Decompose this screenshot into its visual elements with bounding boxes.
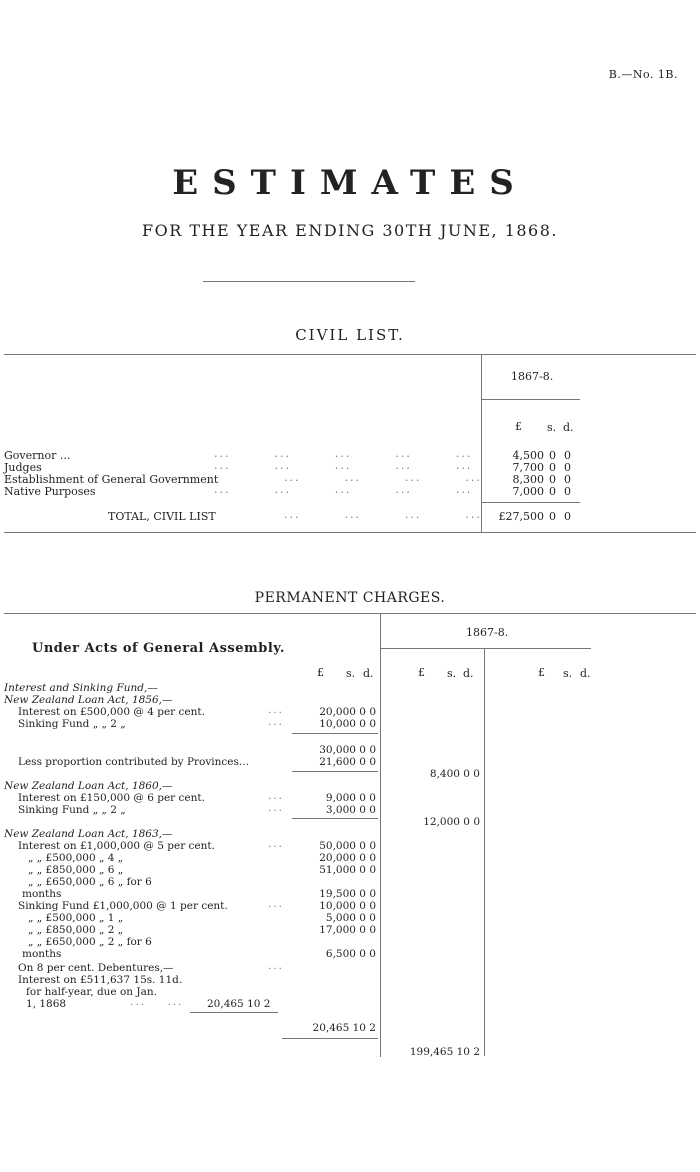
line-text: „ „ £850,000 „ 2 „	[28, 924, 124, 936]
col3-pounds-header: £	[538, 666, 545, 679]
leader-dots: ...	[268, 704, 285, 716]
row-pence: 0	[564, 449, 571, 462]
col2-value: 8,400 0 0	[429, 768, 480, 780]
civil-list-shillings-header: s.	[547, 421, 557, 434]
line-act-1860: New Zealand Loan Act, 1860,—	[4, 780, 173, 792]
line-act-1856: New Zealand Loan Act, 1856,—	[4, 694, 173, 706]
line-text: Sinking Fund £1,000,000 @ 1 per cent.	[18, 900, 228, 912]
col2-pence-header: d.	[463, 667, 474, 680]
row-shillings: 0	[549, 473, 556, 486]
col1-subtotal-rule	[292, 771, 378, 772]
leader-dots: ...	[268, 898, 285, 910]
leader-dots: ...	[268, 838, 285, 850]
row-pence: 0	[564, 473, 571, 486]
col1-value: 20,000 0 0	[319, 706, 376, 718]
row-pounds: 7,000	[512, 485, 544, 498]
leader-dots: ... ...	[130, 996, 184, 1008]
line-text: Interest on £511,637 15s. 11d.	[18, 974, 183, 986]
line-text: Sinking Fund „ „ 2 „	[18, 804, 126, 816]
col2-pounds-header: £	[418, 666, 425, 679]
line-text: Interest on £1,000,000 @ 5 per cent.	[18, 840, 215, 852]
line-text: Sinking Fund „ „ 2 „	[18, 718, 126, 730]
line-text: months	[22, 948, 62, 960]
col1-value: 6,500 0 0	[325, 948, 376, 960]
permanent-top-rule	[4, 613, 696, 614]
col1-value: 10,000 0 0	[319, 900, 376, 912]
permanent-column-divider	[380, 613, 381, 1057]
col1-value: 5,000 0 0	[325, 912, 376, 924]
col1-total-rule	[282, 1038, 378, 1039]
leader-dots: ...	[268, 716, 285, 728]
page-subtitle: FOR THE YEAR ENDING 30TH JUNE, 1868.	[142, 221, 558, 240]
line-text: „ „ £850,000 „ 6 „	[28, 864, 124, 876]
line-text: Interest on £500,000 @ 4 per cent.	[18, 706, 205, 718]
col1-subtotal-rule	[292, 733, 378, 734]
row-pence: 0	[564, 485, 571, 498]
civil-list-total-shillings: 0	[549, 510, 556, 523]
leader-dots: ... ... ... ...	[284, 471, 482, 484]
line-text: On 8 per cent. Debentures,—	[18, 962, 174, 974]
col1-value: 9,000 0 0	[325, 792, 376, 804]
col1-value: 10,000 0 0	[319, 718, 376, 730]
document-reference: B.—No. 1B.	[608, 68, 678, 81]
civil-list-pence-header: d.	[563, 421, 574, 434]
row-label: Establishment of General Government	[4, 473, 219, 486]
permanent-year-rule	[381, 648, 591, 649]
row-pounds: 7,700	[512, 461, 544, 474]
permanent-column-divider-2	[484, 648, 485, 1056]
col2-value: 12,000 0 0	[423, 816, 480, 828]
col1-value: 30,000 0 0	[319, 744, 376, 756]
civil-list-total-pence: 0	[564, 510, 571, 523]
civil-list-total-pounds: £27,500	[498, 510, 544, 523]
line-text: „ „ £650,000 „ 2 „ for 6	[28, 936, 152, 948]
col1-value: 20,000 0 0	[319, 852, 376, 864]
col3-pence-header: d.	[580, 667, 591, 680]
col1-value: 21,600 0 0	[319, 756, 376, 768]
civil-list-total-label: TOTAL, CIVIL LIST	[108, 510, 216, 523]
leader-dots: ...	[268, 790, 285, 802]
line-text: Interest on £150,000 @ 6 per cent.	[18, 792, 205, 804]
col1-shillings-header: s.	[346, 667, 356, 680]
permanent-subheading: Under Acts of General Assembly.	[32, 641, 285, 656]
line-text: „ „ £650,000 „ 6 „ for 6	[28, 876, 152, 888]
line-text: Less proportion contributed by Provinces...	[18, 756, 249, 768]
col1-value: 3,000 0 0	[325, 804, 376, 816]
line-text: for half-year, due on Jan.	[26, 986, 157, 998]
row-shillings: 0	[549, 449, 556, 462]
civil-list-total-rule	[482, 502, 580, 503]
title-divider	[203, 281, 415, 282]
leader-dots: ... ... ... ... ...	[214, 447, 473, 460]
line-text: months	[22, 888, 62, 900]
page-title: ESTIMATES	[172, 163, 528, 203]
col2-shillings-header: s.	[447, 667, 457, 680]
inline-amount: 20,465 10 2	[207, 998, 271, 1010]
line-act-1863: New Zealand Loan Act, 1863,—	[4, 828, 173, 840]
col1-pounds-header: £	[317, 666, 324, 679]
row-label: Judges	[4, 461, 42, 474]
civil-list-heading: CIVIL LIST.	[295, 326, 405, 344]
line-interest-sinking: Interest and Sinking Fund,—	[4, 682, 158, 694]
col1-value: 17,000 0 0	[319, 924, 376, 936]
row-pence: 0	[564, 461, 571, 474]
permanent-year: 1867-8.	[466, 626, 509, 639]
col1-value: 20,465 10 2	[312, 1022, 376, 1034]
civil-list-pounds-header: £	[515, 420, 522, 433]
line-text: „ „ £500,000 „ 4 „	[28, 852, 124, 864]
leader-dots: ... ... ... ... ...	[214, 459, 473, 472]
col1-subtotal-rule	[292, 818, 378, 819]
line-text: „ „ £500,000 „ 1 „	[28, 912, 124, 924]
col2-value: 199,465 10 2	[409, 1046, 480, 1058]
leader-dots: ... ... ... ...	[284, 508, 482, 521]
row-label: Native Purposes	[4, 485, 96, 498]
row-shillings: 0	[549, 461, 556, 474]
row-pounds: 8,300	[512, 473, 544, 486]
row-label: Governor ...	[4, 449, 71, 462]
col1-value: 50,000 0 0	[319, 840, 376, 852]
col1-value: 51,000 0 0	[319, 864, 376, 876]
leader-dots: ... ... ... ... ...	[214, 483, 473, 496]
civil-list-year: 1867-8.	[511, 370, 554, 383]
col1-value: 19,500 0 0	[319, 888, 376, 900]
row-shillings: 0	[549, 485, 556, 498]
col1-pence-header: d.	[363, 667, 374, 680]
civil-list-top-rule	[4, 354, 696, 355]
col3-shillings-header: s.	[563, 667, 573, 680]
leader-dots: ...	[268, 960, 285, 972]
civil-list-column-divider	[481, 354, 482, 532]
civil-list-bottom-rule	[4, 532, 696, 533]
col1-inline-rule	[190, 1012, 278, 1013]
civil-list-year-rule	[482, 399, 580, 400]
permanent-charges-heading: PERMANENT CHARGES.	[254, 590, 446, 606]
leader-dots: ...	[268, 802, 285, 814]
line-text: 1, 1868	[26, 998, 67, 1010]
row-pounds: 4,500	[512, 449, 544, 462]
